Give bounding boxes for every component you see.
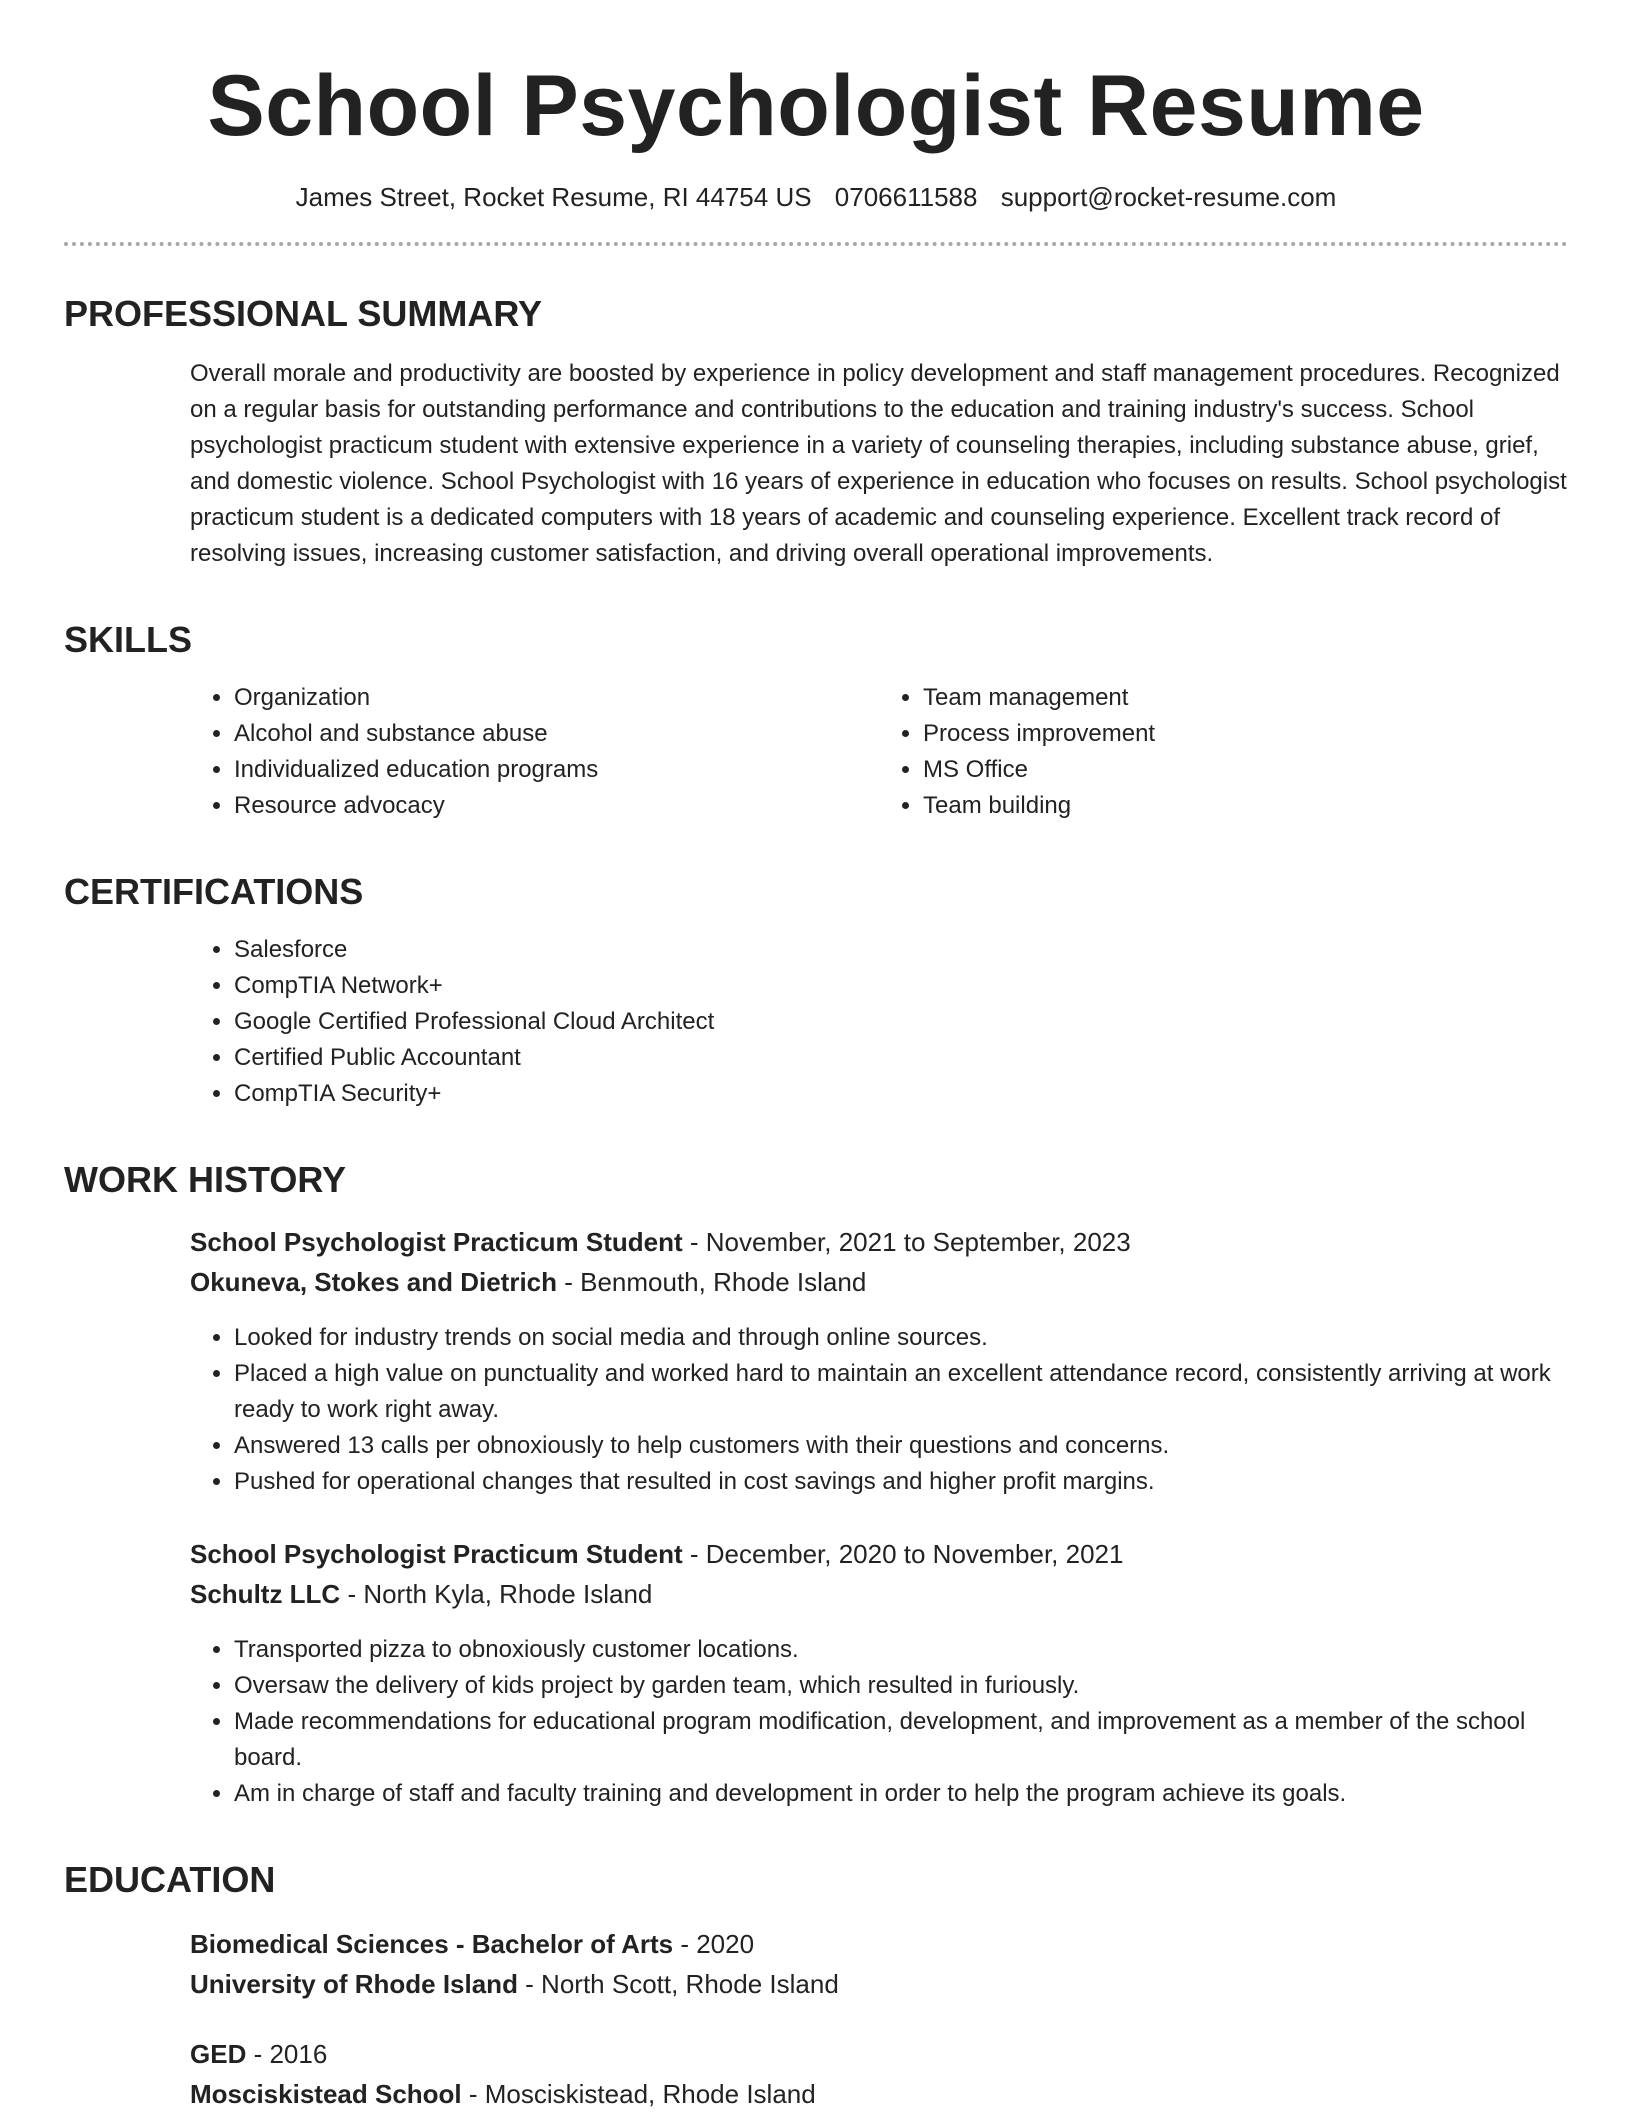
education-entry xyxy=(190,1924,1568,2004)
skills-list-right xyxy=(879,680,1568,824)
job-bullet: • Answered 13 calls per obnoxiously to help customers with their questions and concerns. xyxy=(234,1428,1568,1464)
job-bullet: • Looked for industry trends on social media and through online sources. xyxy=(234,1320,1568,1356)
education-degree: Biomedical Sciences - Bachelor of Arts xyxy=(190,1929,674,1959)
certification-item: • CompTIA Network+ xyxy=(234,968,1568,1004)
contact-phone: 0706611588 xyxy=(834,182,978,212)
job-company-line xyxy=(190,1262,1568,1302)
skill-item: • Team management xyxy=(923,680,1568,716)
education-school-line xyxy=(190,2074,1568,2114)
job-bullets xyxy=(190,1320,1568,1500)
job-bullets xyxy=(190,1632,1568,1812)
certifications-heading: CERTIFICATIONS xyxy=(64,871,364,912)
job-title-line xyxy=(190,1534,1568,1574)
education-heading: EDUCATION xyxy=(64,1859,276,1900)
job-company-line xyxy=(190,1574,1568,1614)
education-school: University of Rhode Island xyxy=(190,1969,518,1999)
education-degree: GED xyxy=(190,2039,247,2069)
skill-item: • Individualized education programs xyxy=(234,752,879,788)
job-bullet: • Made recommendations for educational program modification, development, and improvement as a member of the school board. xyxy=(234,1704,1568,1776)
summary-heading: PROFESSIONAL SUMMARY xyxy=(64,293,543,334)
education-degree-line xyxy=(190,1924,1568,1964)
job-bullet: • Am in charge of staff and faculty training and development in order to help the program achieve its goals. xyxy=(234,1776,1568,1812)
education-year: - 2020 xyxy=(673,1929,755,1959)
header-divider xyxy=(64,242,1568,246)
education-school-line xyxy=(190,1964,1568,2004)
job-dates: - December, 2020 to November, 2021 xyxy=(682,1539,1124,1569)
certification-item: • Salesforce xyxy=(234,932,1568,968)
job-location: - North Kyla, Rhode Island xyxy=(340,1579,653,1609)
education-block xyxy=(190,1924,1568,2114)
skill-item: • Resource advocacy xyxy=(234,788,879,824)
job-entry xyxy=(190,1222,1568,1500)
education-year: - 2016 xyxy=(246,2039,328,2069)
education-location: - North Scott, Rhode Island xyxy=(517,1969,839,1999)
certification-item: • Google Certified Professional Cloud Architect xyxy=(234,1004,1568,1040)
summary-text: Overall morale and productivity are boosted by experience in policy development and staff management procedures. Recognized on a regular basis for outstanding performance and contributions to the education and training industry's success. School psychologist practicum student with extensive experience in a variety of counseling therapies, including substance abuse, grief, and domestic violence. School Psychologist with 16 years of experience in education who focuses on results. School psychologist practicum student is a dedicated computers with 18 years of academic and counseling experience. Excellent track record of resolving issues, increasing customer satisfaction, and driving overall operational improvements. xyxy=(190,360,1567,567)
job-bullet: • Pushed for operational changes that resulted in cost savings and higher profit margins. xyxy=(234,1464,1568,1500)
job-bullet: • Transported pizza to obnoxiously customer locations. xyxy=(234,1632,1568,1668)
work-history-block xyxy=(190,1222,1568,1812)
job-title: School Psychologist Practicum Student xyxy=(190,1227,683,1257)
skills-list-left xyxy=(190,680,879,824)
job-entry xyxy=(190,1534,1568,1812)
job-company: Okuneva, Stokes and Dietrich xyxy=(190,1267,558,1297)
contact-email: support@rocket-resume.com xyxy=(1000,182,1337,212)
contact-line xyxy=(64,180,1568,214)
skill-item: • Team building xyxy=(923,788,1568,824)
contact-address: James Street, Rocket Resume, RI 44754 US xyxy=(295,182,812,212)
job-title-line xyxy=(190,1222,1568,1262)
education-entry xyxy=(190,2034,1568,2114)
skill-item: • MS Office xyxy=(923,752,1568,788)
certification-item: • Certified Public Accountant xyxy=(234,1040,1568,1076)
job-title: School Psychologist Practicum Student xyxy=(190,1539,683,1569)
job-location: - Benmouth, Rhode Island xyxy=(557,1267,867,1297)
skill-item: • Organization xyxy=(234,680,879,716)
skills-grid xyxy=(190,662,1568,824)
job-bullet: • Oversaw the delivery of kids project by garden team, which resulted in furiously. xyxy=(234,1668,1568,1704)
work-history-heading: WORK HISTORY xyxy=(64,1159,347,1200)
education-location: - Mosciskistead, Rhode Island xyxy=(461,2079,816,2109)
certification-item: • CompTIA Security+ xyxy=(234,1076,1568,1112)
certifications-list xyxy=(190,932,1568,1112)
certifications-block xyxy=(190,932,1568,1112)
job-company: Schultz LLC xyxy=(190,1579,341,1609)
job-bullet: • Placed a high value on punctuality and worked hard to maintain an excellent attendance record, consistently arriving at work ready to work right away. xyxy=(234,1356,1568,1428)
skill-item: • Alcohol and substance abuse xyxy=(234,716,879,752)
resume-title: School Psychologist Resume xyxy=(207,58,1425,154)
education-school: Mosciskistead School xyxy=(190,2079,462,2109)
skill-item: • Process improvement xyxy=(923,716,1568,752)
education-degree-line xyxy=(190,2034,1568,2074)
job-dates: - November, 2021 to September, 2023 xyxy=(682,1227,1131,1257)
skills-heading: SKILLS xyxy=(64,619,193,660)
